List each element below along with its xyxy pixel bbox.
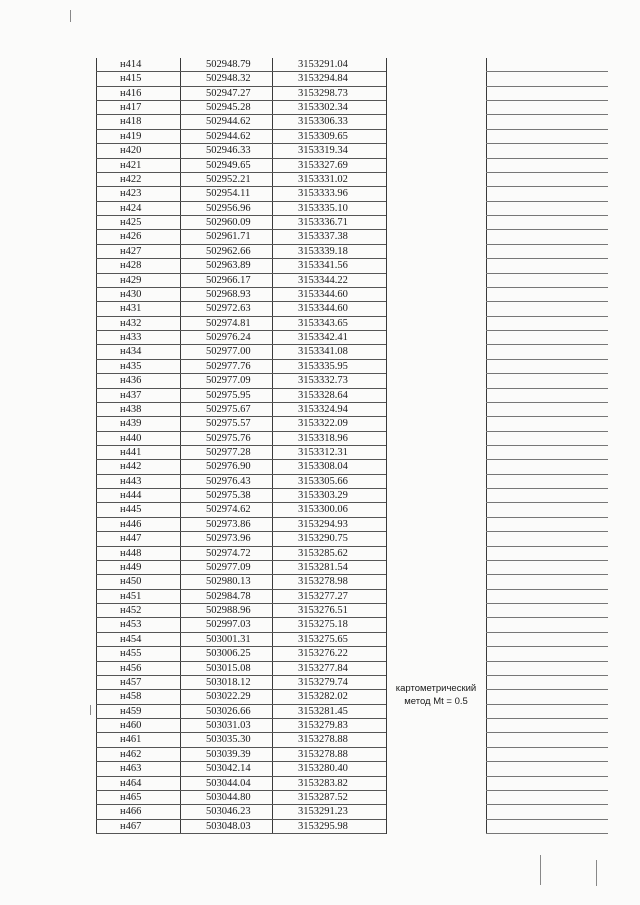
right-column-rule (486, 675, 608, 676)
y-coordinate-cell: 3153335.95 (298, 360, 348, 372)
table-row (96, 101, 386, 115)
y-coordinate-cell: 3153331.02 (298, 173, 348, 185)
scan-mark (70, 10, 71, 22)
right-column-rule (486, 632, 608, 633)
table-row (96, 345, 386, 359)
y-coordinate-cell: 3153324.94 (298, 403, 348, 415)
table-row (96, 733, 386, 747)
x-coordinate-cell: 503042.14 (206, 763, 251, 775)
table-row (96, 317, 386, 331)
y-coordinate-cell: 3153275.65 (298, 633, 348, 645)
x-coordinate-cell: 503006.25 (206, 648, 251, 660)
point-id-cell: н437 (120, 389, 142, 401)
table-row (96, 518, 386, 532)
y-coordinate-cell: 3153276.51 (298, 605, 348, 617)
table-row (96, 690, 386, 704)
right-column-rule (486, 388, 608, 389)
point-id-cell: н423 (120, 188, 142, 200)
table-row (96, 302, 386, 316)
right-column-rule (486, 330, 608, 331)
x-coordinate-cell: 502974.81 (206, 317, 251, 329)
y-coordinate-cell: 3153278.98 (298, 576, 348, 588)
right-column-rule (486, 718, 608, 719)
point-id-cell: н462 (120, 748, 142, 760)
right-column-rule (486, 790, 608, 791)
right-column-rule (486, 689, 608, 690)
table-row (96, 532, 386, 546)
x-coordinate-cell: 502975.38 (206, 490, 251, 502)
point-id-cell: н415 (120, 73, 142, 85)
table-row (96, 130, 386, 144)
table-row (96, 820, 386, 834)
x-coordinate-cell: 502963.89 (206, 260, 251, 272)
point-id-cell: н451 (120, 590, 142, 602)
x-coordinate-cell: 502968.93 (206, 288, 251, 300)
right-column-rule (486, 732, 608, 733)
table-row (96, 87, 386, 101)
right-column-rule (486, 833, 608, 834)
y-coordinate-cell: 3153302.34 (298, 102, 348, 114)
table-row (96, 417, 386, 431)
table-row (96, 389, 386, 403)
point-id-cell: н438 (120, 403, 142, 415)
scan-mark (596, 860, 597, 886)
right-column-rule (486, 488, 608, 489)
y-coordinate-cell: 3153290.75 (298, 533, 348, 545)
point-id-cell: н422 (120, 173, 142, 185)
y-coordinate-cell: 3153344.22 (298, 274, 348, 286)
right-column-rule (486, 301, 608, 302)
y-coordinate-cell: 3153342.41 (298, 332, 348, 344)
right-column-rule (486, 143, 608, 144)
x-coordinate-cell: 503018.12 (206, 676, 251, 688)
table-row (96, 489, 386, 503)
point-id-cell: н419 (120, 130, 142, 142)
y-coordinate-cell: 3153328.64 (298, 389, 348, 401)
x-coordinate-cell: 502977.28 (206, 447, 251, 458)
scan-mark (90, 705, 91, 715)
y-coordinate-cell: 3153309.65 (298, 130, 348, 142)
y-coordinate-cell: 3153339.18 (298, 245, 348, 257)
right-column-rule (486, 560, 608, 561)
x-coordinate-cell: 502972.63 (206, 303, 251, 315)
point-id-cell: н427 (120, 245, 142, 257)
point-id-cell: н434 (120, 346, 142, 358)
point-id-cell: н452 (120, 605, 142, 617)
point-id-cell: н464 (120, 777, 142, 789)
right-column-rule (486, 129, 608, 130)
point-id-cell: н425 (120, 217, 142, 229)
y-coordinate-cell: 3153287.52 (298, 791, 348, 803)
right-column-rule (486, 459, 608, 460)
point-id-cell: н453 (120, 619, 142, 631)
point-id-cell: н431 (120, 303, 142, 315)
y-coordinate-cell: 3153333.96 (298, 188, 348, 200)
table-row (96, 173, 386, 187)
x-coordinate-cell: 502977.09 (206, 561, 251, 573)
table-row (96, 475, 386, 489)
right-column-rule (486, 273, 608, 274)
right-column-rule (486, 546, 608, 547)
point-id-cell: н440 (120, 432, 142, 444)
point-id-cell: н429 (120, 274, 142, 286)
table-row (96, 72, 386, 86)
right-column-rule (486, 416, 608, 417)
x-coordinate-cell: 503048.03 (206, 820, 251, 832)
x-coordinate-cell: 502946.33 (206, 145, 251, 157)
right-column-rule (486, 445, 608, 446)
point-id-cell: н455 (120, 648, 142, 660)
table-row (96, 647, 386, 661)
method-note (388, 682, 484, 708)
y-coordinate-cell: 3153341.56 (298, 260, 348, 272)
right-column-rule (486, 258, 608, 259)
y-coordinate-cell: 3153291.23 (298, 806, 348, 818)
table-row (96, 748, 386, 762)
point-id-cell: н449 (120, 561, 142, 573)
right-column-rule (486, 531, 608, 532)
point-id-cell: н461 (120, 734, 142, 746)
point-id-cell: н463 (120, 763, 142, 775)
right-column-rule (486, 229, 608, 230)
right-column-rule (486, 359, 608, 360)
x-coordinate-cell: 503031.03 (206, 720, 251, 732)
table-row (96, 274, 386, 288)
right-column-rule (486, 431, 608, 432)
y-coordinate-cell: 3153285.62 (298, 547, 348, 559)
right-column-rule (486, 186, 608, 187)
x-coordinate-cell: 502948.79 (206, 59, 251, 70)
point-id-cell: н420 (120, 145, 142, 157)
method-note-line-1: картометрический (395, 683, 477, 694)
point-id-cell: н454 (120, 633, 142, 645)
y-coordinate-cell: 3153308.04 (298, 461, 348, 473)
y-coordinate-cell: 3153276.22 (298, 648, 348, 660)
x-coordinate-cell: 502947.27 (206, 87, 251, 99)
table-row (96, 216, 386, 230)
y-coordinate-cell: 3153279.83 (298, 720, 348, 732)
point-id-cell: н442 (120, 461, 142, 473)
point-id-cell: н443 (120, 475, 142, 487)
point-id-cell: н466 (120, 806, 142, 818)
x-coordinate-cell: 502976.24 (206, 332, 251, 344)
y-coordinate-cell: 3153294.84 (298, 73, 348, 85)
right-column-rule (486, 316, 608, 317)
right-column-rule (486, 474, 608, 475)
table-row (96, 676, 386, 690)
x-coordinate-cell: 502977.09 (206, 375, 251, 387)
table-row (96, 259, 386, 273)
x-coordinate-cell: 503015.08 (206, 662, 251, 674)
table-row (96, 705, 386, 719)
right-column-rule (486, 71, 608, 72)
right-column-rule (486, 574, 608, 575)
right-column-rule (486, 661, 608, 662)
point-id-cell: н447 (120, 533, 142, 545)
x-coordinate-cell: 502977.00 (206, 346, 251, 358)
right-column-rule (486, 747, 608, 748)
x-coordinate-cell: 503001.31 (206, 633, 251, 645)
table-row (96, 791, 386, 805)
point-id-cell: н460 (120, 720, 142, 732)
y-coordinate-cell: 3153291.04 (298, 59, 348, 70)
x-coordinate-cell: 502961.71 (206, 231, 251, 243)
x-coordinate-cell: 502954.11 (206, 188, 251, 200)
y-coordinate-cell: 3153336.71 (298, 217, 348, 229)
right-column-rule (486, 244, 608, 245)
point-id-cell: н458 (120, 691, 142, 703)
x-coordinate-cell: 502944.62 (206, 116, 251, 128)
point-id-cell: н446 (120, 518, 142, 530)
table-row (96, 403, 386, 417)
table-row (96, 144, 386, 158)
table-row (96, 58, 386, 72)
table-row (96, 575, 386, 589)
y-coordinate-cell: 3153281.54 (298, 561, 348, 573)
y-coordinate-cell: 3153322.09 (298, 418, 348, 430)
point-id-cell: н456 (120, 662, 142, 674)
table-row (96, 604, 386, 618)
column-divider-3 (386, 58, 387, 834)
point-id-cell: н459 (120, 705, 142, 717)
x-coordinate-cell: 502975.95 (206, 389, 251, 401)
table-row (96, 460, 386, 474)
point-id-cell: н433 (120, 332, 142, 344)
y-coordinate-cell: 3153337.38 (298, 231, 348, 243)
x-coordinate-cell: 502966.17 (206, 274, 251, 286)
table-row (96, 288, 386, 302)
point-id-cell: н467 (120, 820, 142, 832)
x-coordinate-cell: 502984.78 (206, 590, 251, 602)
x-coordinate-cell: 502976.43 (206, 475, 251, 487)
right-column-rule (486, 373, 608, 374)
x-coordinate-cell: 502976.90 (206, 461, 251, 473)
y-coordinate-cell: 3153312.31 (298, 447, 348, 458)
point-id-cell: н416 (120, 87, 142, 99)
x-coordinate-cell: 502975.76 (206, 432, 251, 444)
right-column-rule (486, 646, 608, 647)
table-row (96, 360, 386, 374)
point-id-cell: н428 (120, 260, 142, 272)
right-column-rule (486, 804, 608, 805)
point-id-cell: н436 (120, 375, 142, 387)
right-column-rule (486, 776, 608, 777)
x-coordinate-cell: 502956.96 (206, 202, 251, 214)
point-id-cell: н450 (120, 576, 142, 588)
right-column-rule (486, 402, 608, 403)
point-id-cell: н432 (120, 317, 142, 329)
y-coordinate-cell: 3153282.02 (298, 691, 348, 703)
point-id-cell: н426 (120, 231, 142, 243)
coordinates-table (96, 58, 608, 834)
table-row (96, 202, 386, 216)
right-column-rule (486, 761, 608, 762)
x-coordinate-cell: 502973.96 (206, 533, 251, 545)
table-row (96, 777, 386, 791)
x-coordinate-cell: 503046.23 (206, 806, 251, 818)
right-column-rule (486, 502, 608, 503)
table-row (96, 618, 386, 632)
y-coordinate-cell: 3153298.73 (298, 87, 348, 99)
right-column-rule (486, 158, 608, 159)
table-row (96, 805, 386, 819)
y-coordinate-cell: 3153283.82 (298, 777, 348, 789)
table-row (96, 662, 386, 676)
y-coordinate-cell: 3153303.29 (298, 490, 348, 502)
y-coordinate-cell: 3153343.65 (298, 317, 348, 329)
right-column-rule (486, 172, 608, 173)
y-coordinate-cell: 3153305.66 (298, 475, 348, 487)
y-coordinate-cell: 3153319.34 (298, 145, 348, 157)
right-column-rule (486, 114, 608, 115)
table-row (96, 719, 386, 733)
table-row (96, 374, 386, 388)
y-coordinate-cell: 3153277.84 (298, 662, 348, 674)
table-row (96, 633, 386, 647)
x-coordinate-cell: 502988.96 (206, 605, 251, 617)
y-coordinate-cell: 3153280.40 (298, 763, 348, 775)
table-row (96, 187, 386, 201)
y-coordinate-cell: 3153327.69 (298, 159, 348, 171)
point-id-cell: н465 (120, 791, 142, 803)
right-column-rule (486, 704, 608, 705)
x-coordinate-cell: 503022.29 (206, 691, 251, 703)
x-coordinate-cell: 502960.09 (206, 217, 251, 229)
x-coordinate-cell: 502974.62 (206, 504, 251, 516)
y-coordinate-cell: 3153278.88 (298, 734, 348, 746)
y-coordinate-cell: 3153277.27 (298, 590, 348, 602)
y-coordinate-cell: 3153300.06 (298, 504, 348, 516)
y-coordinate-cell: 3153306.33 (298, 116, 348, 128)
point-id-cell: н430 (120, 288, 142, 300)
point-id-cell: н444 (120, 490, 142, 502)
x-coordinate-cell: 503039.39 (206, 748, 251, 760)
point-id-cell: н417 (120, 102, 142, 114)
point-id-cell: н445 (120, 504, 142, 516)
x-coordinate-cell: 502973.86 (206, 518, 251, 530)
point-id-cell: н441 (120, 447, 142, 458)
y-coordinate-cell: 3153275.18 (298, 619, 348, 631)
x-coordinate-cell: 502975.67 (206, 403, 251, 415)
right-column-rule (486, 603, 608, 604)
y-coordinate-cell: 3153332.73 (298, 375, 348, 387)
y-coordinate-cell: 3153278.88 (298, 748, 348, 760)
table-row (96, 561, 386, 575)
method-note-line-2: метод Mt = 0.5 (404, 696, 468, 707)
x-coordinate-cell: 503035.30 (206, 734, 251, 746)
y-coordinate-cell: 3153281.45 (298, 705, 348, 717)
point-id-cell: н424 (120, 202, 142, 214)
y-coordinate-cell: 3153341.08 (298, 346, 348, 358)
right-column-rule (486, 100, 608, 101)
x-coordinate-cell: 502962.66 (206, 245, 251, 257)
table-row (96, 446, 386, 460)
right-column-rule (486, 617, 608, 618)
table-row (96, 115, 386, 129)
table-row (96, 432, 386, 446)
table-row (96, 762, 386, 776)
point-id-cell: н448 (120, 547, 142, 559)
y-coordinate-cell: 3153318.96 (298, 432, 348, 444)
x-coordinate-cell: 502974.72 (206, 547, 251, 559)
y-coordinate-cell: 3153344.60 (298, 288, 348, 300)
x-coordinate-cell: 502977.76 (206, 360, 251, 372)
right-column-rule (486, 819, 608, 820)
y-coordinate-cell: 3153344.60 (298, 303, 348, 315)
x-coordinate-cell: 503044.04 (206, 777, 251, 789)
right-column-rule (486, 589, 608, 590)
right-column-rule (486, 344, 608, 345)
x-coordinate-cell: 502975.57 (206, 418, 251, 430)
table-row (96, 331, 386, 345)
y-coordinate-cell: 3153279.74 (298, 676, 348, 688)
x-coordinate-cell: 503044.80 (206, 791, 251, 803)
x-coordinate-cell: 502949.65 (206, 159, 251, 171)
x-coordinate-cell: 503026.66 (206, 705, 251, 717)
scan-mark (540, 855, 541, 885)
right-column-rule (486, 517, 608, 518)
point-id-cell: н418 (120, 116, 142, 128)
y-coordinate-cell: 3153294.93 (298, 518, 348, 530)
point-id-cell: н439 (120, 418, 142, 430)
table-row (96, 503, 386, 517)
table-row (96, 230, 386, 244)
right-column-rule (486, 86, 608, 87)
table-row (96, 159, 386, 173)
x-coordinate-cell: 502944.62 (206, 130, 251, 142)
table-row (96, 547, 386, 561)
y-coordinate-cell: 3153295.98 (298, 820, 348, 832)
x-coordinate-cell: 502945.28 (206, 102, 251, 114)
table-row (96, 590, 386, 604)
point-id-cell: н414 (120, 59, 142, 70)
x-coordinate-cell: 502948.32 (206, 73, 251, 85)
right-column-rule (486, 215, 608, 216)
point-id-cell: н421 (120, 159, 142, 171)
x-coordinate-cell: 502980.13 (206, 576, 251, 588)
x-coordinate-cell: 502997.03 (206, 619, 251, 631)
point-id-cell: н435 (120, 360, 142, 372)
x-coordinate-cell: 502952.21 (206, 173, 251, 185)
right-column-rule (486, 201, 608, 202)
table-row (96, 245, 386, 259)
point-id-cell: н457 (120, 676, 142, 688)
y-coordinate-cell: 3153335.10 (298, 202, 348, 214)
right-column-rule (486, 287, 608, 288)
